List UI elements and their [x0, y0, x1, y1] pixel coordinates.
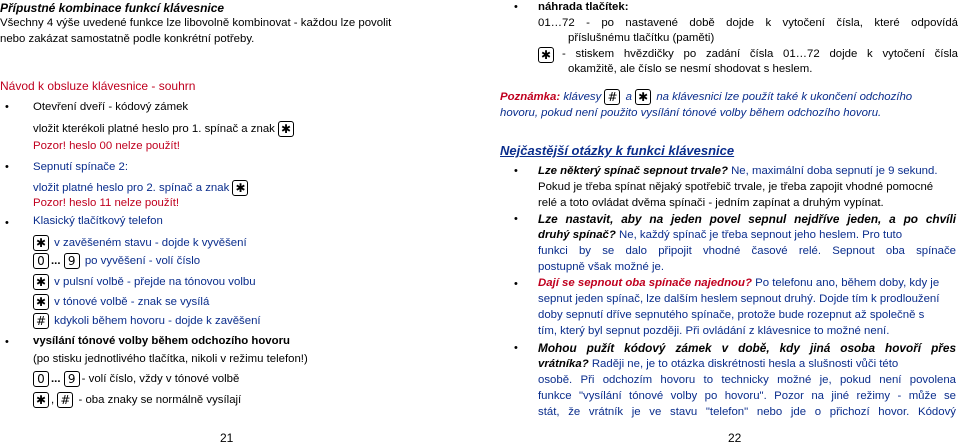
item4-line3 — [33, 392, 241, 409]
item3-line1 — [33, 235, 247, 252]
zero-key-icon: 0 — [33, 371, 49, 387]
page-title: Přípustné kombinace funkcí klávesnice — [0, 1, 225, 15]
bullet-icon: • — [514, 278, 518, 290]
star-key-icon: ✱ — [33, 274, 49, 290]
answer-1: Ne, maximální doba sepnutí je 9 sekund. — [727, 165, 938, 177]
star-key-icon: ✱ — [33, 294, 49, 310]
item3-line3-text: v pulsní volbě - přejde na tónovou volbu — [54, 276, 256, 288]
item4-line1: (po stisku jednotlivého tlačítka, nikoli v režimu telefon!) — [33, 353, 308, 365]
answer-4-line3: funkce "vysílání tónové volby po hovoru". Pozor na jiné režimy - může se — [538, 390, 956, 402]
q4-line2 — [538, 357, 898, 373]
item1-title: Otevření dveří - kódový zámek — [33, 101, 189, 113]
left-page — [0, 0, 470, 445]
item2-warning — [33, 196, 179, 212]
item3-line5 — [33, 313, 261, 330]
q1-line — [538, 164, 938, 180]
star-key-icon: ✱ — [232, 180, 248, 196]
note-and: a — [625, 91, 632, 103]
item3-line5-text: kdykoli během hovoru - dojde k zavěšení — [54, 315, 261, 327]
question-3: Dají se sepnout oba spínače najednou? — [538, 277, 752, 289]
item3-line4-text: v tónové volbě - znak se vysílá — [54, 296, 210, 308]
comma: , — [51, 394, 55, 406]
bullet-icon: • — [514, 165, 518, 177]
note-text-b: na klávesnici lze použít také k ukončení odchozího — [656, 91, 913, 103]
item3-line1-text: v zavěšeném stavu - dojde k vyvěšení — [54, 237, 247, 249]
item4-title: vysílání tónové volby během odchozího hovoru — [33, 335, 290, 347]
item1-line1 — [33, 121, 296, 138]
answer-2-line2: funkci by se dalo připojit vhodné časové relé. Sepnout oba spínače — [538, 245, 956, 257]
star-key-icon: ✱ — [538, 47, 554, 63]
zero-key-icon: 0 — [33, 253, 49, 269]
nahrada-line1 — [538, 16, 958, 32]
item3-line3 — [33, 274, 256, 291]
page-number: 21 — [220, 431, 234, 445]
note-text-a: klávesy — [563, 91, 602, 103]
star-key-icon: ✱ — [33, 392, 49, 408]
answer-3-line3: doby sepnutí dříve sepnutého spínače, protože bude rozepnut až společně s — [538, 309, 925, 321]
answer-2-line1: Ne, každý spínač je třeba sepnout jeho heslem. Pro tuto — [615, 229, 903, 241]
nahrada-line1-a: 01…72 - po nastavené době dojde k vytočení čísla, které odpovídá — [538, 17, 958, 29]
nahrada-line1-b: příslušnému tlačítku (paměti) — [568, 32, 715, 44]
bullet-icon: • — [514, 1, 518, 13]
question-1: Lze některý spínač sepnout trvale? — [538, 165, 728, 177]
bullet-icon: • — [5, 217, 9, 229]
answer-2-line3: postupně však možné je. — [538, 261, 665, 273]
nine-key-icon: 9 — [64, 371, 80, 387]
note-label: Poznámka: — [500, 91, 561, 103]
nahrada-line2 — [538, 47, 958, 63]
item4-line2-text: - volí číslo, vždy v tónové volbě — [81, 373, 240, 385]
a1-line2: Pokud je třeba spínat nějaký spotřebič trvale, je třeba zapojit vhodné pomocné — [538, 181, 934, 193]
item2-line1 — [33, 180, 250, 197]
item2-text: vložit platné heslo pro 2. spínač a znak — [33, 182, 230, 194]
item3-title: Klasický tlačítkový telefon — [33, 215, 163, 227]
question-4-line2: vrátníka? — [538, 358, 589, 370]
answer-4-line1: Raději ne, je to otázka diskrétnosti hesla a slušnosti vůči této — [588, 358, 899, 370]
item2-warning-text: Pozor! heslo 11 nelze použít! — [33, 197, 180, 209]
hash-key-icon: # — [604, 89, 620, 105]
intro-line-1: Všechny 4 výše uvedené funkce lze libovolně kombinovat - každou lze povolit — [0, 17, 392, 29]
bullet-icon: • — [514, 213, 518, 225]
item4-line2 — [33, 371, 239, 388]
bullet-icon: • — [5, 336, 9, 348]
q2-line2 — [538, 228, 902, 244]
intro-line-2: nebo zakázat samostatně podle konkrétní potřeby. — [0, 33, 255, 45]
question-2-line2: druhý spínač? — [538, 229, 616, 241]
answer-4-line4: stát, že vrátník je ve stavu "telefon" nebo jde o přichozí hovor. Kódový — [538, 406, 956, 418]
a1-line3: relé a toto ovládat dvěma spínači - jedním zapínat a druhým vypínat. — [538, 197, 884, 209]
nahrada-line2-b: okamžitě, ale číslo se nesmí shodovat s heslem. — [568, 63, 813, 75]
answer-3: Po telefonu ano, během doby, kdy je — [751, 277, 940, 289]
bullet-icon: • — [5, 161, 9, 173]
item3-line2 — [33, 253, 200, 270]
dots: ... — [51, 255, 61, 267]
dots: ... — [51, 373, 61, 385]
star-key-icon: ✱ — [33, 235, 49, 251]
answer-3-line2: sepnut jeden spínač, lze dalším heslem sepnout druhý. Dojde tím k prodloužení — [538, 293, 940, 305]
hash-key-icon: # — [57, 392, 73, 408]
item1-text: vložit kterékoli platné heslo pro 1. spínač a znak — [33, 123, 275, 135]
nahrada-line2-a: - stiskem hvězdičky po zadání čísla 01…72 dojde k vytočení čísla — [562, 48, 958, 61]
hash-key-icon: # — [33, 313, 49, 329]
page-number: 22 — [728, 431, 742, 445]
star-key-icon: ✱ — [278, 121, 294, 137]
bullet-icon: • — [514, 342, 518, 354]
faq-heading: Nejčastější otázky k funkci klávesnice — [500, 143, 735, 158]
summary-heading: Návod k obsluze klávesnice - souhrn — [0, 79, 196, 93]
bullet-icon: • — [5, 101, 9, 113]
q3-line — [538, 276, 939, 292]
right-page — [500, 0, 960, 445]
nahrada-title: náhrada tlačítek: — [538, 1, 629, 13]
note-line2: hovoru, pokud není použito vysílání tónové volby během odchozího hovoru. — [500, 107, 882, 119]
answer-3-line4: tím, který byl sepnut později. Při ovládání z klávesnice to možné není. — [538, 325, 890, 337]
nine-key-icon: 9 — [64, 253, 80, 269]
question-4-line1: Mohou pužít kódový zámek v době, kdy jiná osoba hovoří přes — [538, 341, 956, 355]
question-2-line1: Lze nastavit, aby na jeden povel sepnul nejdříve jeden, a po chvíli — [538, 212, 956, 226]
item3-line4 — [33, 294, 209, 311]
star-key-icon: ✱ — [635, 89, 651, 105]
item2-title: Sepnutí spínače 2: — [33, 161, 128, 173]
item1-warning: Pozor! heslo 00 nelze použít! — [33, 140, 180, 152]
answer-4-line2: osobě. Při odchozím hovoru to technicky možné je, pokud není povolena — [538, 374, 956, 386]
item4-line3-text: - oba znaky se normálně vysílají — [78, 394, 242, 406]
item3-line2-text: po vyvěšení - volí číslo — [84, 255, 201, 267]
note-line1 — [500, 89, 912, 106]
